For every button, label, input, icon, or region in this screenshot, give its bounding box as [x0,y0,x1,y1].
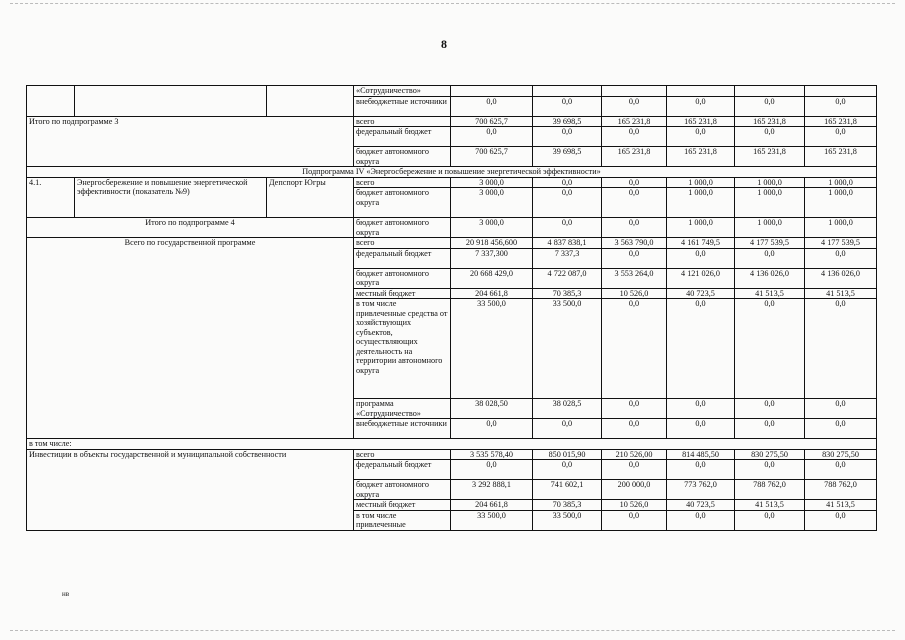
amount-cell: 0,0 [805,127,877,147]
amount-cell: 165 231,8 [805,147,877,167]
amount-cell: 204 661,8 [451,500,533,511]
amount-cell: 165 231,8 [735,147,805,167]
table-row [27,86,877,97]
amount-cell: 0,0 [805,248,877,268]
funding-source: бюджет автономного округа [354,188,451,218]
amount-cell: 0,0 [667,399,735,419]
amount-cell: 70 385,3 [533,500,602,511]
amount-cell: 41 513,5 [805,500,877,511]
table-row [27,439,877,450]
amount-cell: 33 500,0 [533,510,602,530]
amount-cell: 830 275,50 [805,449,877,460]
amount-cell: 788 762,0 [805,480,877,500]
amount-cell: 0,0 [805,96,877,116]
amount-cell: 0,0 [451,96,533,116]
amount-cell: 0,0 [533,419,602,439]
amount-cell: 165 231,8 [667,147,735,167]
amount-cell: 0,0 [602,299,667,399]
amount-cell: 0,0 [805,299,877,399]
amount-cell: 700 625,7 [451,116,533,127]
amount-cell: 40 723,5 [667,500,735,511]
amount-cell: 0,0 [533,218,602,238]
amount-cell: 41 513,5 [735,500,805,511]
funding-source: федеральный бюджет [354,460,451,480]
amount-cell: 0,0 [667,460,735,480]
page-number: 8 [441,37,447,51]
amount-cell: 20 668 429,0 [451,268,533,288]
subtotal-label: Итого по подпрограмме 4 [27,218,354,238]
amount-cell: 39 698,5 [533,147,602,167]
amount-cell: 10 526,0 [602,500,667,511]
amount-cell: 1 000,0 [667,188,735,218]
amount-cell: 4 177 539,5 [805,238,877,249]
scan-edge-top [10,3,895,5]
amount-cell: 0,0 [667,510,735,530]
amount-cell: 204 661,8 [451,288,533,299]
amount-cell: 0,0 [451,460,533,480]
funding-source: федеральный бюджет [354,127,451,147]
amount-cell: 7 337,3 [533,248,602,268]
row-number: 4.1. [27,177,75,218]
amount-cell: 3 563 790,0 [602,238,667,249]
amount-cell: 0,0 [805,460,877,480]
amount-cell: 0,0 [735,127,805,147]
funding-source: всего [354,238,451,249]
item-name-cell [75,86,267,117]
investment-label: Инвестиции в объекты государственной и муниципальной собственности [27,449,354,530]
amount-cell [735,86,805,97]
amount-cell: 850 015,90 [533,449,602,460]
amount-cell: 3 000,0 [451,188,533,218]
table-row [27,238,877,249]
amount-cell: 0,0 [667,96,735,116]
grand-total-label: Всего по государственной программе [27,238,354,439]
amount-cell: 10 526,0 [602,288,667,299]
amount-cell: 1 000,0 [805,218,877,238]
amount-cell: 0,0 [602,127,667,147]
amount-cell: 0,0 [451,419,533,439]
amount-cell: 0,0 [602,419,667,439]
amount-cell: 0,0 [602,460,667,480]
amount-cell: 33 500,0 [451,299,533,399]
table-row [27,177,877,188]
amount-cell: 0,0 [667,419,735,439]
amount-cell: 4 722 087,0 [533,268,602,288]
amount-cell: 741 602,1 [533,480,602,500]
amount-cell: 0,0 [533,177,602,188]
amount-cell: 830 275,50 [735,449,805,460]
amount-cell: 1 000,0 [735,177,805,188]
amount-cell: 1 000,0 [667,177,735,188]
amount-cell: 0,0 [533,188,602,218]
funding-source: бюджет автономного округа [354,268,451,288]
amount-cell: 3 535 578,40 [451,449,533,460]
amount-cell [602,86,667,97]
amount-cell: 165 231,8 [735,116,805,127]
amount-cell: 165 231,8 [602,147,667,167]
table-row [27,218,877,238]
budget-table [26,85,877,531]
amount-cell: 1 000,0 [805,188,877,218]
footer-code: нв [62,590,70,598]
amount-cell: 33 500,0 [451,510,533,530]
funding-source: программа «Сотрудничество» [354,399,451,419]
funding-source: бюджет автономного округа [354,480,451,500]
amount-cell: 165 231,8 [667,116,735,127]
funding-source: внебюджетные источники [354,419,451,439]
amount-cell: 165 231,8 [602,116,667,127]
executor: Депспорт Югры [267,177,354,218]
amount-cell: 3 553 264,0 [602,268,667,288]
funding-source: федеральный бюджет [354,248,451,268]
amount-cell: 210 526,00 [602,449,667,460]
amount-cell: 788 762,0 [735,480,805,500]
amount-cell: 0,0 [805,510,877,530]
amount-cell: 0,0 [805,419,877,439]
funding-source: внебюджетные источники [354,96,451,116]
amount-cell: 0,0 [602,510,667,530]
amount-cell: 0,0 [602,96,667,116]
amount-cell: 0,0 [533,96,602,116]
funding-source: в том числе привлеченные [354,510,451,530]
amount-cell [805,86,877,97]
amount-cell: 1 000,0 [735,188,805,218]
amount-cell: 0,0 [602,218,667,238]
amount-cell: 4 121 026,0 [667,268,735,288]
scan-edge-bottom [10,630,895,632]
subprogram-heading: Подпрограмма IV «Энергосбережение и повышение энергетической эффективности» [27,167,877,178]
amount-cell: 0,0 [735,419,805,439]
amount-cell: 1 000,0 [805,177,877,188]
amount-cell: 0,0 [451,127,533,147]
item-name: Энергосбережение и повышение энергетической эффективности (показатель №9) [75,177,267,218]
table-row [27,167,877,178]
amount-cell: 0,0 [533,460,602,480]
amount-cell: 165 231,8 [805,116,877,127]
amount-cell: 4 136 026,0 [735,268,805,288]
row-number-cell [27,86,75,117]
amount-cell: 773 762,0 [667,480,735,500]
amount-cell [667,86,735,97]
funding-source: местный бюджет [354,500,451,511]
table-row [27,449,877,460]
amount-cell: 7 337,300 [451,248,533,268]
funding-source: «Сотрудничество» [354,86,451,97]
funding-source: бюджет автономного округа [354,147,451,167]
section-label: в том числе: [27,439,877,450]
amount-cell: 0,0 [667,299,735,399]
amount-cell: 0,0 [602,248,667,268]
amount-cell: 0,0 [735,510,805,530]
amount-cell: 0,0 [735,299,805,399]
amount-cell: 0,0 [667,248,735,268]
funding-source: бюджет автономного округа [354,218,451,238]
amount-cell: 4 161 749,5 [667,238,735,249]
amount-cell [533,86,602,97]
amount-cell: 3 000,0 [451,218,533,238]
amount-cell: 40 723,5 [667,288,735,299]
budget-table-body [27,86,877,531]
amount-cell: 0,0 [667,127,735,147]
amount-cell: 41 513,5 [805,288,877,299]
executor-cell [267,86,354,117]
amount-cell: 200 000,0 [602,480,667,500]
amount-cell: 0,0 [602,188,667,218]
table-row [27,116,877,127]
funding-source: в том числе привлеченные средства от хозяйствующих субъектов, осуществляющих деятельность на территории автономного округа [354,299,451,399]
amount-cell: 0,0 [602,399,667,419]
funding-source: местный бюджет [354,288,451,299]
amount-cell: 0,0 [805,399,877,419]
amount-cell: 39 698,5 [533,116,602,127]
amount-cell: 33 500,0 [533,299,602,399]
amount-cell: 3 000,0 [451,177,533,188]
amount-cell: 0,0 [602,177,667,188]
funding-source: всего [354,449,451,460]
amount-cell: 38 028,5 [533,399,602,419]
amount-cell: 0,0 [735,399,805,419]
subtotal-label: Итого по подпрограмме 3 [27,116,354,167]
funding-source: всего [354,177,451,188]
amount-cell: 0,0 [735,460,805,480]
amount-cell: 4 177 539,5 [735,238,805,249]
amount-cell: 700 625,7 [451,147,533,167]
amount-cell: 41 513,5 [735,288,805,299]
amount-cell: 20 918 456,600 [451,238,533,249]
amount-cell: 4 136 026,0 [805,268,877,288]
amount-cell [451,86,533,97]
amount-cell: 38 028,50 [451,399,533,419]
funding-source: всего [354,116,451,127]
amount-cell: 814 485,50 [667,449,735,460]
amount-cell: 4 837 838,1 [533,238,602,249]
amount-cell: 3 292 888,1 [451,480,533,500]
amount-cell: 1 000,0 [667,218,735,238]
amount-cell: 70 385,3 [533,288,602,299]
amount-cell: 0,0 [533,127,602,147]
amount-cell: 1 000,0 [735,218,805,238]
amount-cell: 0,0 [735,96,805,116]
amount-cell: 0,0 [735,248,805,268]
